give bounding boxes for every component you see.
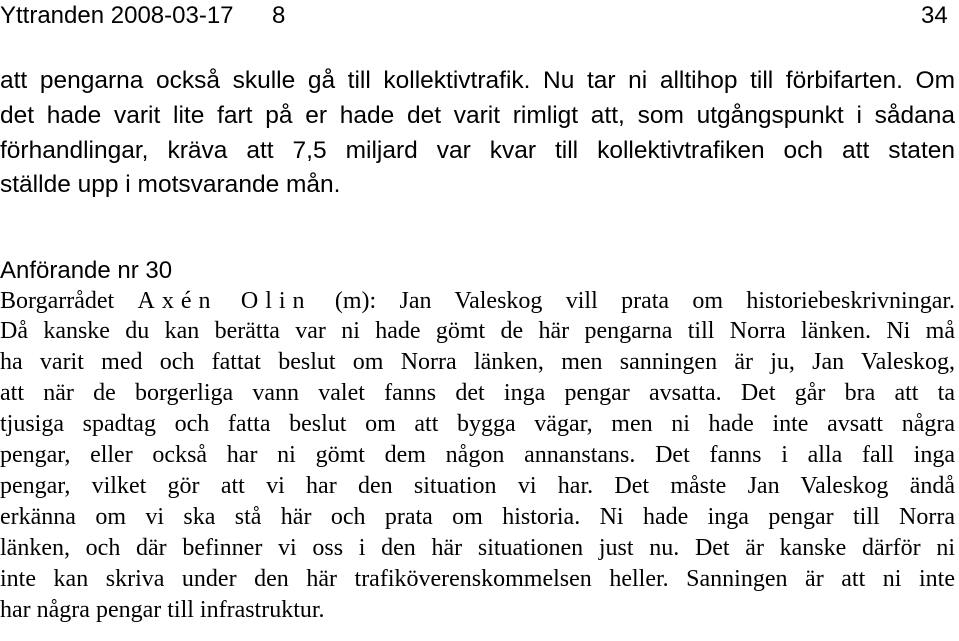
- text-line: erkänna om vi ska stå här och prata om historia. Ni hade inga pengar till Norra: [0, 504, 955, 530]
- speaker-first-name: Axén: [137, 288, 218, 314]
- speaker-last-name: Olin: [240, 288, 312, 314]
- text-line: tjusiga spadtag och fatta beslut om att bygga vägar, men ni hade inte avsatt några: [0, 411, 955, 437]
- speaker-line-text: (m): Jan Valeskog vill prata om historiebeskrivningar.: [334, 288, 956, 314]
- speaker-title: Borgarrådet: [0, 288, 115, 314]
- text-line: inte kan skriva under den här trafiköverenskommelsen heller. Sanningen är att ni inte: [0, 566, 955, 592]
- page-header: [0, 0, 959, 36]
- page-number: 34: [921, 2, 948, 29]
- text-line: ha varit med och fattat beslut om Norra länken, men sanningen är ju, Jan Valeskog,: [0, 349, 955, 375]
- text-line: har några pengar till infrastruktur.: [0, 597, 325, 623]
- page-reference: 8: [272, 2, 286, 29]
- speaker-line: [0, 285, 955, 317]
- text-line: länken, och där befinner vi oss i den här situationen just nu. Det är kanske därför ni: [0, 535, 955, 561]
- text-line: pengar, eller också har ni gömt dem någon annanstans. Det fanns i alla fall inga: [0, 442, 955, 468]
- text-line: Då kanske du kan berätta var ni hade gömt de här pengarna till Norra länken. Ni må: [0, 318, 955, 344]
- document-date-title: Yttranden 2008-03-17: [0, 2, 234, 29]
- text-line: att pengarna också skulle gå till kollektivtrafik. Nu tar ni alltihop till förbifarten. Om: [0, 67, 955, 94]
- text-line: att när de borgerliga vann valet fanns det inga pengar avsatta. Det går bra att ta: [0, 380, 955, 406]
- text-line: det hade varit lite fart på er hade det varit rimligt att, som utgångspunkt i sådana: [0, 102, 955, 129]
- text-line: ställde upp i motsvarande mån.: [0, 171, 341, 198]
- text-line: förhandlingar, kräva att 7,5 miljard var kvar till kollektivtrafiken och att staten: [0, 137, 955, 164]
- speech-heading: Anförande nr 30: [0, 257, 173, 284]
- text-line: pengar, vilket gör att vi har den situation vi har. Det måste Jan Valeskog ändå: [0, 473, 955, 499]
